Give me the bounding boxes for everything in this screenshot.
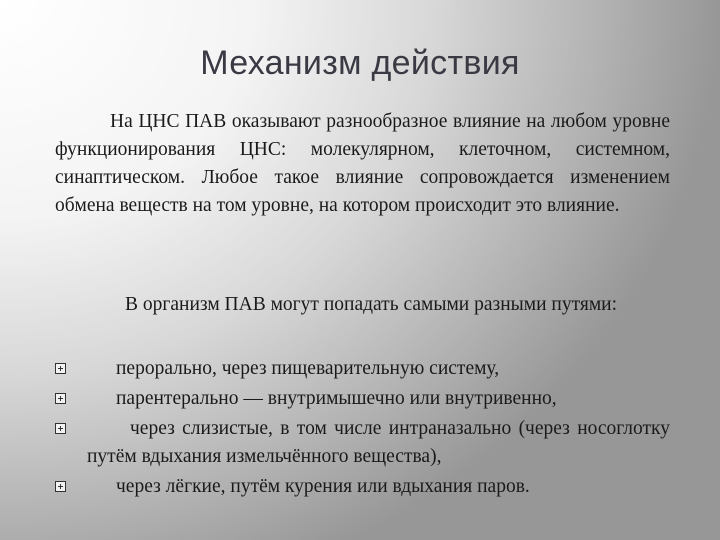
list-item xyxy=(55,385,670,413)
list-item xyxy=(55,415,670,471)
boxed-plus-icon xyxy=(55,423,66,434)
list-item xyxy=(55,473,670,501)
list-item xyxy=(55,355,670,383)
list-item-text: перорально, через пищеварительную систему, xyxy=(116,358,500,379)
paragraph-mechanism xyxy=(55,108,670,220)
routes-list xyxy=(55,355,670,503)
paragraph-mechanism-text: На ЦНС ПАВ оказывают разнообразное влияние на любом уровне функционирования ЦНС: молекулярном, клеточном, системном, синаптическом. Любое такое влияние сопровождается изменением обмена веществ на том уровне, на котором происходит это влияние. xyxy=(55,111,670,216)
list-item-text: через слизистые, в том числе интраназально (через носоглотку путём вдыхания измельчённого вещества), xyxy=(87,418,670,467)
paragraph-routes xyxy=(55,291,670,319)
list-item-text: через лёгкие, путём курения или вдыхания паров. xyxy=(116,476,530,497)
boxed-plus-icon xyxy=(55,363,66,374)
paragraph-routes-text: В организм ПАВ могут попадать самыми разными путями: xyxy=(125,294,618,315)
boxed-plus-icon xyxy=(55,393,66,404)
boxed-plus-icon xyxy=(55,481,66,492)
slide-title: Механизм действия xyxy=(200,44,520,82)
list-item-text: парентерально — внутримышечно или внутривенно, xyxy=(116,388,557,409)
